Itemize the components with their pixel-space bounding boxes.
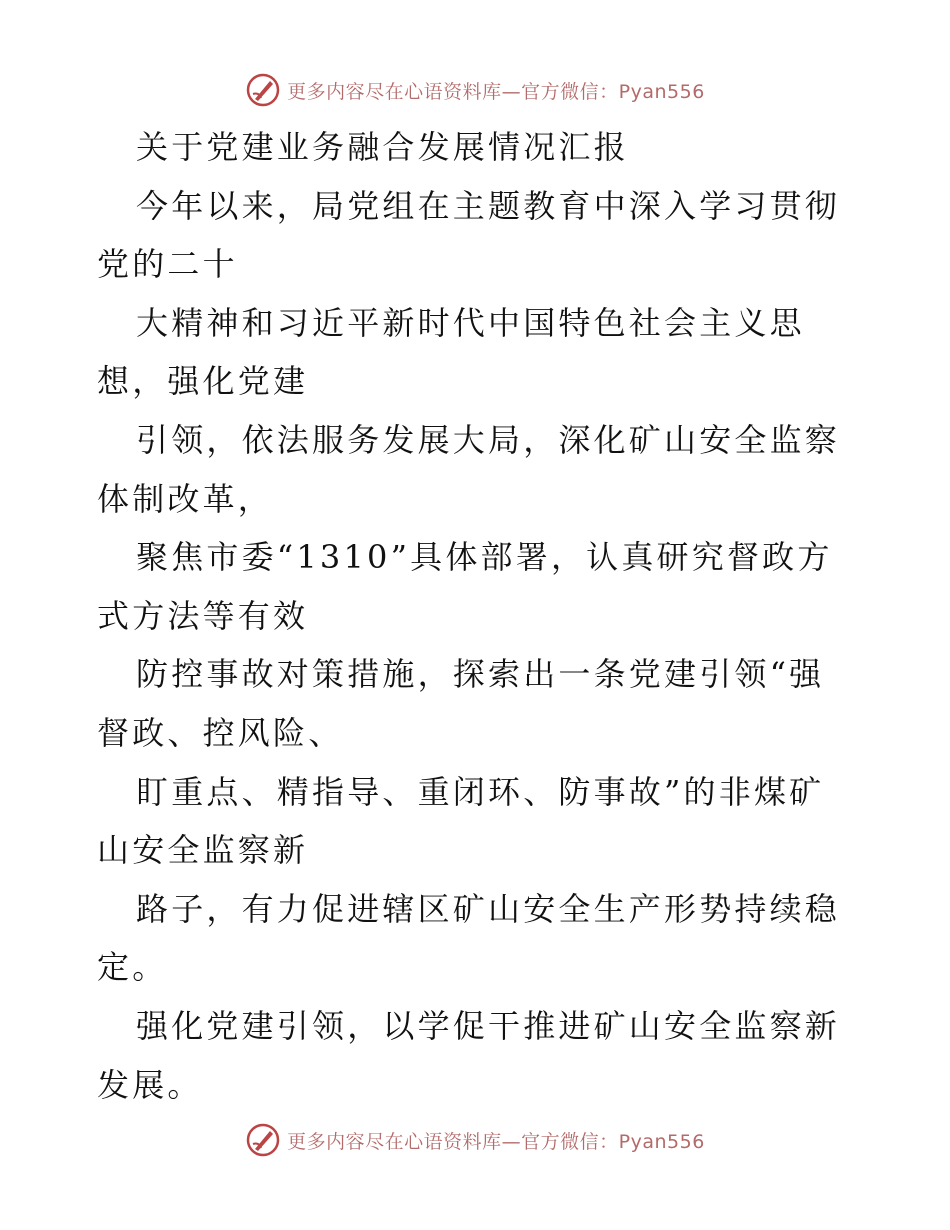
paragraph: 盯重点、精指导、重闭环、防事故”的非煤矿山安全监察新: [97, 772, 825, 870]
paragraph: 聚焦市委“1310”具体部署，认真研究督政方式方法等有效: [97, 538, 833, 635]
document-body: [97, 118, 857, 1114]
paragraph: 强化党建引领，以学促干推进矿山安全监察新发展。: [97, 1006, 841, 1104]
quill-seal-icon: [245, 1122, 281, 1158]
paragraph: 防控事故对策措施，探索出一条党建引领“强督政、控风险、: [97, 655, 825, 752]
watermark-text: 更多内容尽在心语资料库—官方微信：Pyan556: [287, 1130, 705, 1153]
paragraph: 路子，有力促进辖区矿山安全生产形势持续稳定。: [97, 889, 841, 987]
header-watermark: [0, 70, 950, 110]
paragraph: 引领，依法服务发展大局，深化矿山安全监察体制改革，: [97, 420, 841, 518]
document-title: 关于党建业务融合发展情况汇报: [136, 128, 629, 166]
watermark-text: 更多内容尽在心语资料库—官方微信：Pyan556: [287, 80, 705, 103]
quill-seal-icon: [245, 72, 281, 108]
footer-watermark: [0, 1120, 950, 1160]
paragraph: 今年以来，局党组在主题教育中深入学习贯彻党的二十: [97, 186, 841, 284]
paragraph: 大精神和习近平新时代中国特色社会主义思想，强化党建: [97, 303, 805, 401]
